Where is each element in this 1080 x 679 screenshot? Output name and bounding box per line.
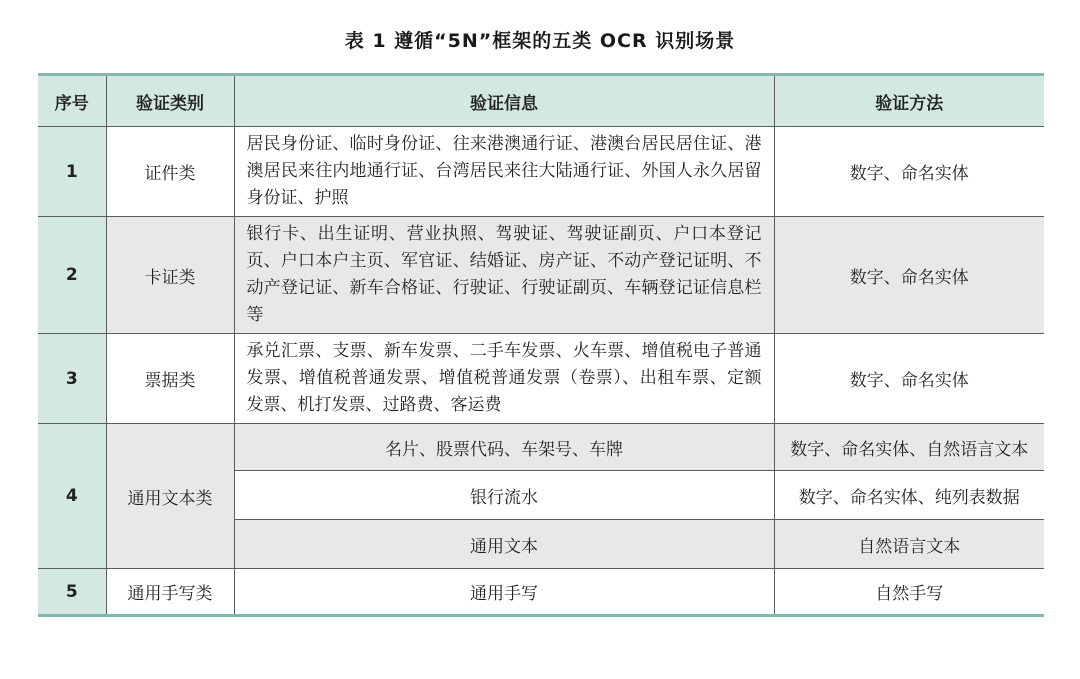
row-method: 自然手写 [774, 569, 1044, 616]
row-method: 数字、命名实体 [774, 127, 1044, 217]
row-category: 通用文本类 [106, 424, 234, 569]
header-info: 验证信息 [234, 75, 774, 127]
row-num: 2 [38, 217, 106, 334]
row-category: 卡证类 [106, 217, 234, 334]
row-method: 自然语言文本 [774, 520, 1044, 569]
row-method: 数字、命名实体、纯列表数据 [774, 471, 1044, 520]
header-method: 验证方法 [774, 75, 1044, 127]
table-row [38, 424, 1044, 471]
row-num: 1 [38, 127, 106, 217]
header-row [38, 75, 1044, 127]
header-num: 序号 [38, 75, 106, 127]
table-row [38, 217, 1044, 334]
row-info: 名片、股票代码、车架号、车牌 [234, 424, 774, 471]
row-info: 通用文本 [234, 520, 774, 569]
row-category: 证件类 [106, 127, 234, 217]
row-num: 4 [38, 424, 106, 569]
row-info: 承兑汇票、支票、新车发票、二手车发票、火车票、增值税电子普通发票、增值税普通发票、增值税普通发票（卷票）、出租车票、定额发票、机打发票、过路费、客运费 [234, 334, 774, 424]
table-row [38, 569, 1044, 616]
row-info: 通用手写 [234, 569, 774, 616]
row-method: 数字、命名实体、自然语言文本 [774, 424, 1044, 471]
table-row [38, 127, 1044, 217]
row-category: 票据类 [106, 334, 234, 424]
row-method: 数字、命名实体 [774, 334, 1044, 424]
header-category: 验证类别 [106, 75, 234, 127]
ocr-scenarios-table [38, 73, 1044, 617]
row-info: 银行卡、出生证明、营业执照、驾驶证、驾驶证副页、户口本登记页、户口本户主页、军官证、结婚证、房产证、不动产登记证明、不动产登记证、新车合格证、行驶证、行驶证副页、车辆登记证信息栏等 [234, 217, 774, 334]
row-num: 3 [38, 334, 106, 424]
row-info: 银行流水 [234, 471, 774, 520]
row-info: 居民身份证、临时身份证、往来港澳通行证、港澳台居民居住证、港澳居民来往内地通行证、台湾居民来往大陆通行证、外国人永久居留身份证、护照 [234, 127, 774, 217]
row-num: 5 [38, 569, 106, 616]
row-method: 数字、命名实体 [774, 217, 1044, 334]
table-title: 表 1 遵循“5N”框架的五类 OCR 识别场景 [344, 30, 736, 52]
table-row [38, 334, 1044, 424]
row-category: 通用手写类 [106, 569, 234, 616]
